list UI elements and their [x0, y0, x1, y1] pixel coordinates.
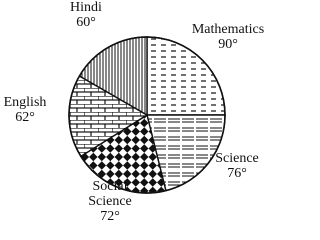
pie-slices	[69, 37, 225, 193]
slice-mathematics	[147, 37, 225, 115]
label-english: English 62°	[3, 95, 47, 125]
label-social-science: Social Science 72°	[88, 179, 132, 224]
label-science: Science 76°	[215, 151, 259, 181]
label-hindi: Hindi 60°	[70, 0, 102, 30]
label-mathematics: Mathematics 90°	[191, 22, 265, 52]
